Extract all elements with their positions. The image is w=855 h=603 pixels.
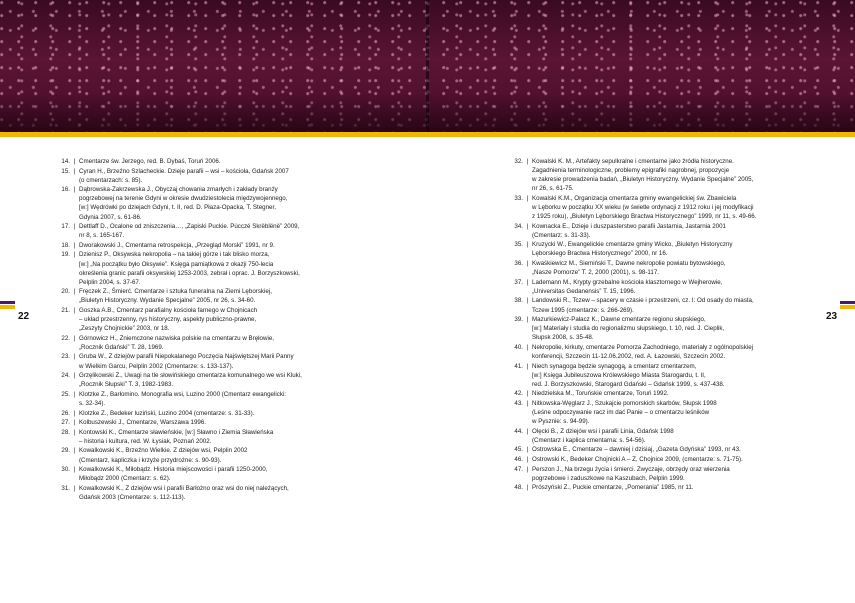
page-number-right: 23 bbox=[826, 311, 838, 322]
entry-line: Nitkowska-Węglarz J., Szukajcie pomorskich skarbów, Słupsk 1998 bbox=[532, 399, 717, 407]
entry-line: Tczew 1995 (cmentarze: s. 266-269). bbox=[532, 306, 634, 314]
entry-line: Perszon J., Na brzegu życia i śmierci. Zwyczaje, obrzędy oraz wierzenia bbox=[532, 465, 730, 473]
entry-number: 45. bbox=[514, 446, 523, 454]
entry-separator: | bbox=[526, 456, 529, 463]
entry-line: Niedzielska M., Toruńskie cmentarze, Toruń 1992. bbox=[532, 390, 669, 398]
entry-number: 25. bbox=[61, 390, 70, 398]
entry-line: Kowalkowski K., Z dziejów wsi i parafii Barłożno oraz wsi do niej należących, bbox=[79, 484, 289, 492]
entry-separator: | bbox=[526, 278, 529, 286]
entry-separator: | bbox=[73, 372, 76, 380]
entry-number: 33. bbox=[514, 194, 523, 202]
entry-text bbox=[79, 371, 356, 389]
bibliography-entry bbox=[509, 455, 809, 464]
bibliography-entry bbox=[56, 352, 356, 370]
bibliography-entry bbox=[56, 484, 356, 502]
entry-text bbox=[532, 483, 809, 492]
entry-line: „Rocznik Słupski” T. 3, 1982-1983. bbox=[79, 381, 174, 389]
entry-text bbox=[79, 185, 356, 221]
entry-line: (o cmentarzach: s. 85). bbox=[79, 176, 143, 184]
entry-separator: | bbox=[73, 419, 76, 427]
entry-line: Ostrowska E., Cmentarze – dawniej i dzisiaj, „Gazeta Gdyńska” 1993, nr 43. bbox=[532, 446, 741, 454]
entry-separator: | bbox=[526, 390, 529, 398]
entry-separator: | bbox=[526, 343, 529, 351]
bibliography-entry bbox=[509, 362, 809, 389]
entry-text bbox=[79, 465, 356, 483]
entry-separator: | bbox=[526, 222, 529, 230]
entry-number: 39. bbox=[514, 316, 523, 324]
entry-text bbox=[532, 455, 809, 464]
entry-number: 21. bbox=[61, 307, 70, 314]
entry-line: w Wielkim Garcu, Pelplin 2002 (Cmentarze: s. 133-137). bbox=[79, 362, 234, 370]
entry-text bbox=[79, 167, 356, 185]
entry-number: 16. bbox=[61, 186, 70, 194]
bibliography-entry bbox=[56, 465, 356, 483]
entry-text bbox=[79, 334, 356, 352]
entry-line: s. 32-34). bbox=[79, 399, 106, 407]
bibliography-entry bbox=[509, 483, 809, 492]
entry-text bbox=[532, 427, 809, 445]
page-number-left: 22 bbox=[18, 311, 30, 322]
entry-text bbox=[79, 390, 356, 408]
entry-number: 27. bbox=[61, 419, 70, 427]
entry-line: [w:] „Na początku było Oksywie”. Księga pamiątkowa z okazji 750-lecia bbox=[79, 260, 274, 268]
book-spine bbox=[426, 0, 429, 132]
bibliography-entry bbox=[56, 334, 356, 352]
bibliography-column-right bbox=[509, 157, 809, 493]
entry-line: Lęborskiego Bractwa Historycznego” 2000, nr 16. bbox=[532, 250, 668, 258]
entry-number: 46. bbox=[514, 456, 523, 463]
entry-line: Kownacka E., Dzieje i duszpasterstwo parafii Jastarnia, Jastarnia 2001 bbox=[532, 222, 726, 230]
page-tab-right-gold bbox=[840, 305, 855, 309]
entry-line: – układ przestrzenny, rys historyczny, aspekty publiczno-prawne, bbox=[79, 316, 257, 324]
entry-line: Dworakowski J., Cmentarna retrospekcja, „Przegląd Morski” 1991, nr 9. bbox=[79, 241, 275, 249]
entry-number: 31. bbox=[61, 484, 70, 492]
entry-number: 23. bbox=[61, 353, 70, 361]
entry-line: „Nasze Pomorze” T. 2, 2000 (2001), s. 98-117. bbox=[532, 269, 660, 277]
entry-text bbox=[79, 428, 356, 446]
entry-line: (Cmentarz i kaplica cmentarna: s. 54-56). bbox=[532, 436, 646, 444]
bibliography-entry bbox=[509, 278, 809, 296]
entry-line: Ostrowski K., Bedeker Chojnicki A – Z, Chojnice 2009, (cmentarze: s. 71-75). bbox=[532, 456, 743, 463]
entry-number: 28. bbox=[61, 428, 70, 436]
entry-line: Górnowicz H., Zniemczone nazwiska polskie na cmentarzu w Bręłowie, bbox=[79, 334, 274, 342]
entry-line: Mazurkiewicz-Pałacz K., Dawne cmentarze regionu słupskiego, bbox=[532, 316, 706, 324]
entry-line: Miłobądz 2000 (Cmentarz: s. 62). bbox=[79, 475, 171, 483]
entry-line: nr 8, s. 165-167. bbox=[79, 232, 125, 240]
bibliography-entry bbox=[509, 296, 809, 314]
bibliography-entry bbox=[509, 343, 809, 361]
entry-number: 32. bbox=[514, 158, 523, 165]
entry-text bbox=[532, 362, 809, 389]
entry-separator: | bbox=[526, 446, 529, 454]
entry-number: 18. bbox=[61, 241, 70, 249]
entry-separator: | bbox=[73, 223, 76, 231]
entry-line: „Universitas Gedanensis” T. 15, 1996. bbox=[532, 287, 636, 295]
entry-line: (Cmentarz: s. 31-33). bbox=[532, 231, 591, 239]
entry-text bbox=[532, 445, 809, 454]
entry-text bbox=[79, 409, 356, 418]
bibliography-entry bbox=[56, 371, 356, 389]
entry-text bbox=[79, 352, 356, 370]
entry-line: Klotzke Z., Barłomino. Monografia wsi, Luzino 2000 (Cmentarz ewangelicki: bbox=[79, 390, 287, 398]
entry-separator: | bbox=[526, 194, 529, 202]
bibliography-entry bbox=[509, 222, 809, 240]
entry-text bbox=[532, 259, 809, 277]
entry-line: w Lęborku w początku XX wieku (w świetle ordynacji z 1912 roku i jej modyfikacji bbox=[532, 203, 754, 211]
entry-separator: | bbox=[73, 158, 76, 165]
entry-text bbox=[79, 418, 356, 427]
entry-number: 34. bbox=[514, 222, 523, 230]
entry-line: Pelplin 2004, s. 37-67. bbox=[79, 278, 141, 286]
entry-separator: | bbox=[526, 297, 529, 305]
entry-separator: | bbox=[526, 158, 529, 165]
entry-separator: | bbox=[526, 260, 529, 268]
entry-line: w zakresie prowadzenia badań, „Biuletyn Historyczny. Wydanie Specjalne” 2005, bbox=[532, 176, 754, 184]
bibliography-entry bbox=[509, 259, 809, 277]
entry-line: w Pysznie: s. 94-99). bbox=[532, 418, 590, 426]
entry-number: 36. bbox=[514, 260, 523, 268]
entry-number: 26. bbox=[61, 409, 70, 417]
entry-number: 41. bbox=[514, 362, 523, 370]
entry-line: Lademann M., Krypty grzebalne kościoła klasztornego w Wejherowie, bbox=[532, 278, 723, 286]
entry-separator: | bbox=[73, 447, 76, 455]
bibliography-entry bbox=[509, 389, 809, 398]
entry-line: Fręczek Z., Śmierć. Cmentarze i sztuka funeralna na Ziemi Lęborskiej, bbox=[79, 288, 272, 296]
entry-line: pogrzebowe i zaduszkowe na Kaszubach, Pelplin 1999. bbox=[532, 474, 685, 482]
entry-line: Gdynia 2007, s. 61-86. bbox=[79, 213, 142, 221]
entry-line: [w:] Materiały i studia do regionalizmu słupskiego, t. 10, red. J. Cieplik, bbox=[532, 325, 725, 333]
entry-line: Kontowski K., Cmentarze sławieńskie, [w:] Sławno i Ziemia Sławieńska bbox=[79, 428, 274, 436]
entry-number: 29. bbox=[61, 447, 70, 455]
entry-separator: | bbox=[73, 428, 76, 436]
bibliography-column-left bbox=[56, 157, 356, 502]
entry-number: 47. bbox=[514, 465, 523, 473]
entry-number: 20. bbox=[61, 288, 70, 296]
entry-text bbox=[532, 389, 809, 398]
bibliography-entry bbox=[56, 409, 356, 418]
entry-line: Olęcki B., Z dziejów wsi i parafii Linia, Gdańsk 1998 bbox=[532, 427, 674, 435]
entry-text bbox=[79, 484, 356, 502]
entry-text bbox=[532, 157, 809, 193]
entry-text bbox=[79, 222, 356, 240]
bibliography-entry bbox=[56, 241, 356, 250]
entry-number: 35. bbox=[514, 241, 523, 249]
entry-text bbox=[532, 465, 809, 483]
entry-number: 44. bbox=[514, 427, 523, 435]
page-tab-right-purple bbox=[840, 301, 855, 304]
entry-number: 17. bbox=[61, 223, 70, 231]
bibliography-entry bbox=[56, 446, 356, 464]
entry-separator: | bbox=[73, 186, 76, 194]
entry-number: 48. bbox=[514, 484, 523, 492]
entry-line: określenia granic parafii oksywskiej 1253-2003, zebrał i oprac. J. Borzyszkowski, bbox=[79, 269, 300, 277]
entry-line: Cmentarze św. Jerzego, red. B. Dybaś, Toruń 2006. bbox=[79, 158, 221, 165]
entry-line: Kowalkowski K., Brzeźno Wielkie. Z dziejów wsi, Pelplin 2002 bbox=[79, 447, 248, 455]
entry-text bbox=[532, 278, 809, 296]
bibliography-entry bbox=[56, 418, 356, 427]
entry-line: Kolbuszewski J., Cmentarze, Warszawa 1996. bbox=[79, 419, 207, 427]
entry-line: Zagadnienia terminologiczne, problemy epigrafiki nagrobnej, propozycje bbox=[532, 167, 730, 175]
entry-line: Nekropolie, kirkuty, cmentarze Pomorza Zachodniego, materiały z ogólnopolskiej bbox=[532, 343, 754, 351]
entry-line: [w:] Wędrówki po dziejach Gdyni, t. II, red. D. Płaza-Opacka, T. Stegner, bbox=[79, 204, 276, 212]
entry-separator: | bbox=[73, 484, 76, 492]
entry-text bbox=[532, 240, 809, 258]
entry-separator: | bbox=[526, 316, 529, 324]
bibliography-entry bbox=[509, 427, 809, 445]
bibliography-entry bbox=[56, 167, 356, 185]
entry-separator: | bbox=[526, 241, 529, 249]
entry-line: „Rocznik Gdański” T. 28, 1969. bbox=[79, 343, 164, 351]
entry-line: Prószyński Z., Puckie cmentarze, „Pomerania” 1985, nr 11. bbox=[532, 484, 694, 492]
header-accent-bar bbox=[0, 132, 855, 137]
entry-text bbox=[79, 250, 356, 286]
entry-line: „Biuletyn Historyczny. Wydanie Specjalne” 2005, nr 26, s. 34-60. bbox=[79, 297, 256, 305]
entry-text bbox=[532, 194, 809, 221]
entry-number: 38. bbox=[514, 297, 523, 305]
entry-line: (Cmentarz, kapliczka i krzyże przydrożne: s. 90-93). bbox=[79, 456, 222, 464]
entry-text bbox=[532, 343, 809, 361]
entry-line: Grzęlikowski Z., Uwagi na tle słowińskiego cmentarza komunalnego we wsi Kluki, bbox=[79, 372, 302, 380]
entry-number: 24. bbox=[61, 372, 70, 380]
entry-line: Goszka A.B., Cmentarz parafialny kościoła farnego w Chojnicach bbox=[79, 307, 258, 314]
bibliography-entry bbox=[509, 240, 809, 258]
entry-line: (Leśne odpoczywanie racz im dać Panie – o cmentarzu leśników bbox=[532, 409, 710, 417]
entry-separator: | bbox=[73, 409, 76, 417]
entry-line: Kowalkowski K., Miłobądz. Historia miejscowości i parafii 1250-2000, bbox=[79, 466, 268, 474]
entry-line: [w:] Księga Jubileuszowa Królewskiego Miasta Starogardu, t. II, bbox=[532, 371, 706, 379]
entry-line: pogrzebowej na terenie Gdyni w okresie dwudziestolecia międzywojennego, bbox=[79, 195, 288, 203]
entry-line: Niech synagoga będzie synagogą, a cmentarz cmentarzem, bbox=[532, 362, 697, 370]
entry-number: 43. bbox=[514, 399, 523, 407]
entry-line: Kwaśkiewicz M., Siemiński T., Dawne nekropolie powiatu bytowskiego, bbox=[532, 260, 726, 268]
entry-line: Dąbrowska-Zakrzewska J., Obyczaj chowania zmarłych i zakłady branży bbox=[79, 186, 278, 194]
entry-text bbox=[532, 222, 809, 240]
entry-text bbox=[79, 241, 356, 250]
entry-separator: | bbox=[73, 390, 76, 398]
entry-line: Klotzke Z., Bedeker luziński, Luzino 2004 (cmentarze: s. 31-33). bbox=[79, 409, 255, 417]
entry-separator: | bbox=[73, 353, 76, 361]
bibliography-entry bbox=[56, 185, 356, 221]
entry-text bbox=[79, 306, 356, 333]
entry-line: Dzienisz P., Oksywska nekropolia – na takiej górze i tak blisko morza, bbox=[79, 251, 270, 259]
page-tab-left-gold bbox=[0, 305, 15, 309]
entry-line: – historia i kultura, red. W. Łysiak, Poznań 2002. bbox=[79, 437, 212, 445]
entry-text bbox=[79, 157, 356, 166]
bibliography-entry bbox=[509, 315, 809, 342]
entry-number: 14. bbox=[61, 158, 70, 165]
entry-line: Dettlaff D., Ocalone od zniszczenia…, „Zapiski Puckie. Pùcczé Skrëblënë” 2009, bbox=[79, 223, 300, 231]
bibliography-entry bbox=[56, 157, 356, 166]
entry-text bbox=[532, 399, 809, 426]
bibliography-entry bbox=[56, 222, 356, 240]
entry-separator: | bbox=[73, 288, 76, 296]
entry-line: nr 26, s. 61-75. bbox=[532, 185, 574, 193]
entry-separator: | bbox=[73, 466, 76, 474]
entry-line: Cyran H., Brzeźno Szlacheckie. Dzieje parafii – wsi – kościoła, Gdańsk 2007 bbox=[79, 167, 289, 175]
entry-number: 42. bbox=[514, 390, 523, 398]
entry-number: 15. bbox=[61, 167, 70, 175]
bibliography-entry bbox=[56, 306, 356, 333]
entry-text bbox=[532, 296, 809, 314]
entry-line: Kruzycki W., Ewangelickie cmentarze gminy Wicko, „Biuletyn Historyczny bbox=[532, 241, 733, 249]
bibliography-entry bbox=[56, 390, 356, 408]
entry-number: 40. bbox=[514, 343, 523, 351]
entry-number: 19. bbox=[61, 251, 70, 259]
entry-line: Kowalski K. M., Artefakty sepulkralne i cmentarne jako źródła historyczne. bbox=[532, 158, 734, 165]
entry-number: 22. bbox=[61, 334, 70, 342]
entry-separator: | bbox=[73, 307, 76, 314]
entry-line: z 1925 roku), „Biuletyn Lęborskiego Bractwa Historycznego” 1999, nr 11, s. 49-66. bbox=[532, 213, 757, 221]
entry-separator: | bbox=[73, 251, 76, 259]
entry-text bbox=[79, 287, 356, 305]
entry-text bbox=[79, 446, 356, 464]
bibliography-entry bbox=[56, 287, 356, 305]
page-tab-left-purple bbox=[0, 301, 15, 304]
entry-text bbox=[532, 315, 809, 342]
entry-separator: | bbox=[73, 334, 76, 342]
entry-separator: | bbox=[526, 484, 529, 492]
bibliography-entry bbox=[56, 250, 356, 286]
entry-separator: | bbox=[73, 241, 76, 249]
bibliography-entry bbox=[56, 428, 356, 446]
entry-line: konferencji, Szczecin 11-12.06.2002, red. A. Łazowski, Szczecin 2002. bbox=[532, 352, 726, 360]
bibliography-entry bbox=[509, 157, 809, 193]
bibliography-entry bbox=[509, 194, 809, 221]
entry-separator: | bbox=[526, 399, 529, 407]
entry-number: 30. bbox=[61, 466, 70, 474]
entry-line: Słupsk 2008, s. 35-48. bbox=[532, 334, 594, 342]
entry-line: Kowalski K.M., Organizacja cmentarza gminy ewangelickiej św. Zbawiciela bbox=[532, 194, 737, 202]
entry-line: Landowski R., Tczew – spacery w czasie i przestrzeni, cz. I: Od osady do miasta, bbox=[532, 297, 754, 305]
bibliography-entry bbox=[509, 399, 809, 426]
entry-line: red. J. Borzyszkowski, Starogard Gdański – Gdańsk 1999, s. 437-438. bbox=[532, 380, 725, 388]
bibliography-entry bbox=[509, 465, 809, 483]
entry-line: Gruba W., Z dziejów parafii Niepokalanego Poczęcia Najświętszej Marii Panny bbox=[79, 353, 294, 361]
entry-separator: | bbox=[526, 427, 529, 435]
entry-line: Gdańsk 2003 (Cmentarze: s. 112-113). bbox=[79, 493, 186, 501]
entry-separator: | bbox=[526, 362, 529, 370]
entry-number: 37. bbox=[514, 278, 523, 286]
entry-separator: | bbox=[73, 167, 76, 175]
bibliography-entry bbox=[509, 445, 809, 454]
entry-separator: | bbox=[526, 465, 529, 473]
entry-line: „Zeszyty Chojnickie” 2003, nr 18. bbox=[79, 325, 170, 333]
